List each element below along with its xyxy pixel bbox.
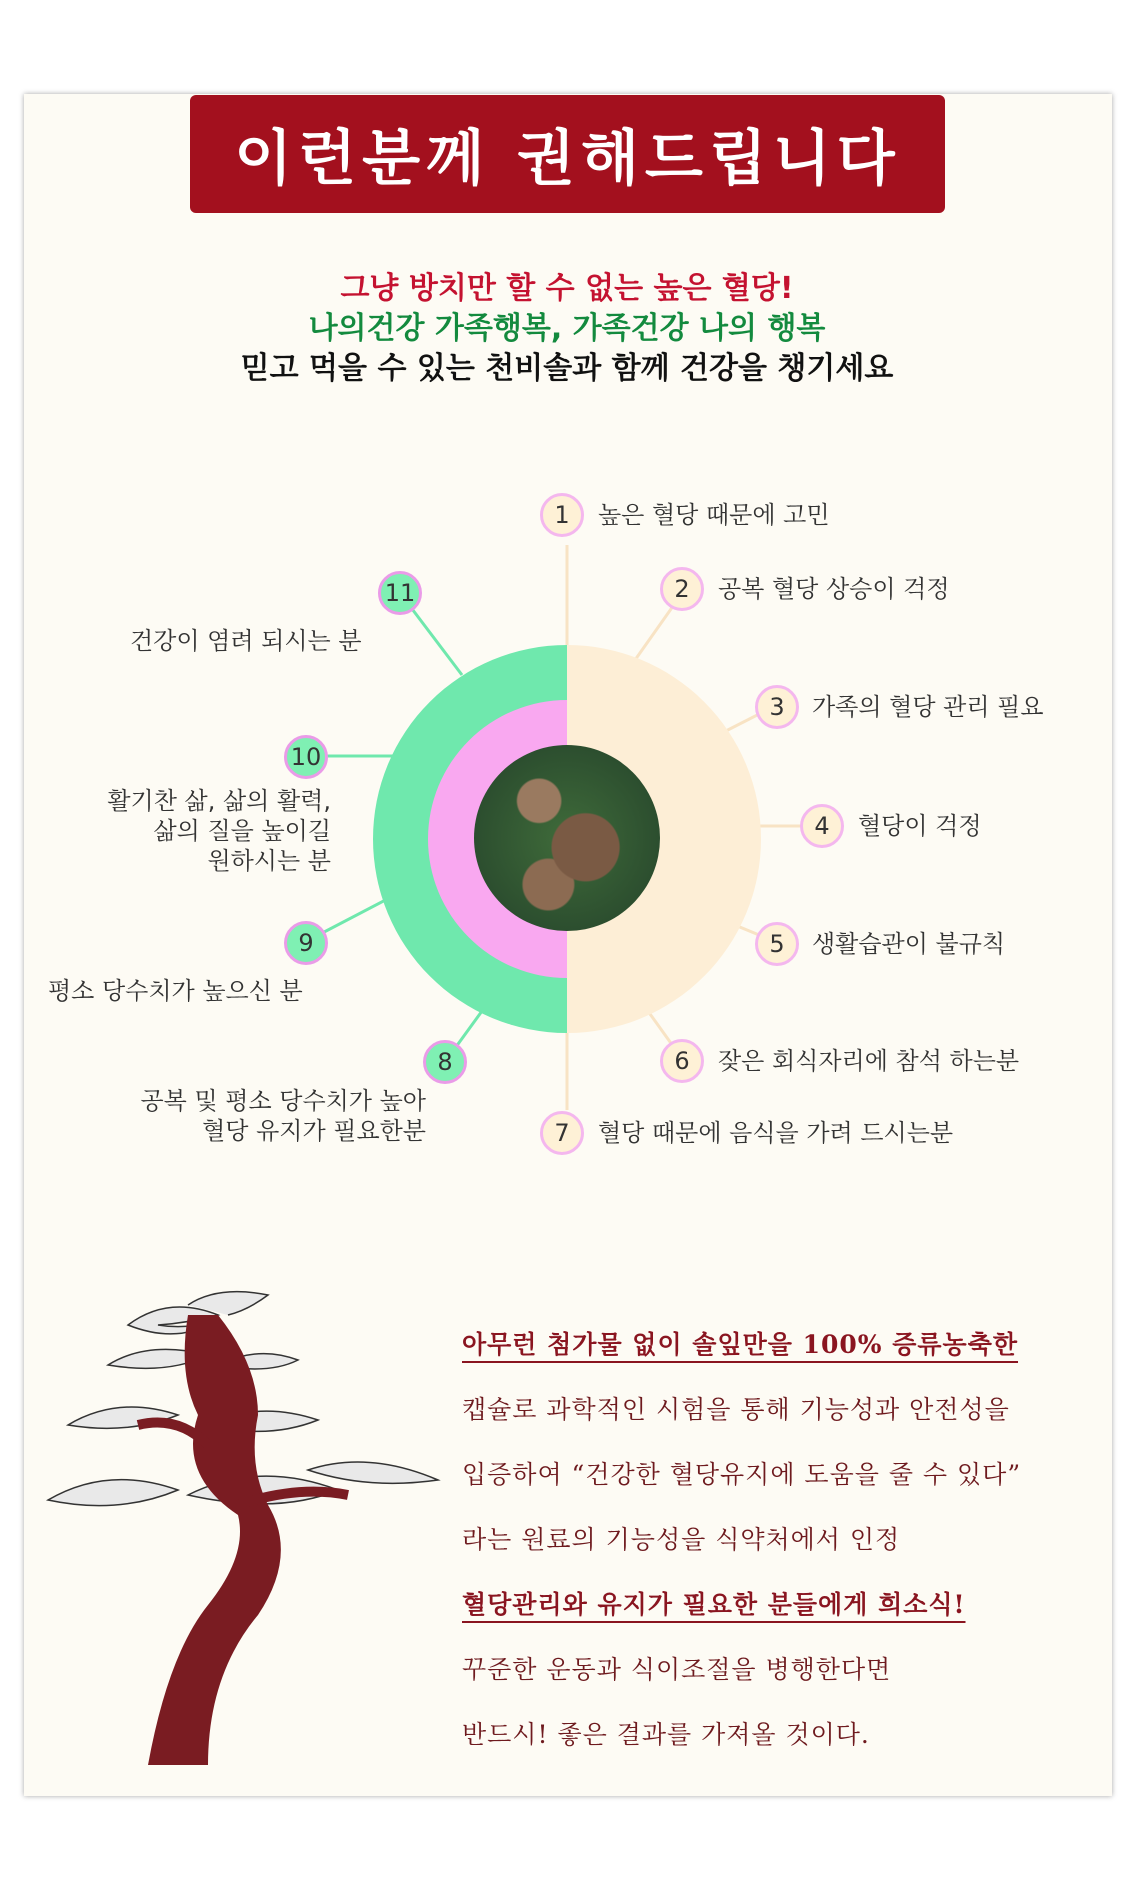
badge-6: 6 bbox=[660, 1039, 704, 1083]
badge-3: 3 bbox=[755, 685, 799, 729]
label-10 bbox=[107, 786, 331, 876]
label-10-line1: 활기찬 삶, 삶의 활력, bbox=[107, 787, 331, 815]
info-line-7: 반드시! 좋은 결과를 가져올 것이다. bbox=[462, 1720, 870, 1749]
badge-5: 5 bbox=[755, 922, 799, 966]
subtitle-green: 나의건강 가족행복, 가족건강 나의 행복 bbox=[308, 311, 826, 346]
pine-tree-illustration bbox=[38, 1285, 448, 1765]
label-9: 평소 당수치가 높으신 분 bbox=[48, 977, 303, 1005]
badge-9: 9 bbox=[284, 921, 328, 965]
info-line-1: 아무런 첨가물 없이 솔잎만을 100% 증류농축한 bbox=[462, 1330, 1019, 1359]
label-2: 공복 혈당 상승이 걱정 bbox=[718, 575, 950, 603]
info-line-2: 캡슐로 과학적인 시험을 통해 기능성과 안전성을 bbox=[462, 1395, 1010, 1424]
banner-title: 이런분께 권해드립니다 bbox=[234, 124, 901, 194]
info-line-3: 입증하여 “건강한 혈당유지에 도움을 줄 수 있다” bbox=[462, 1460, 1022, 1489]
label-10-line2: 삶의 질을 높이길 bbox=[153, 817, 331, 845]
label-6: 잦은 회식자리에 참석 하는분 bbox=[718, 1047, 1020, 1075]
label-1: 높은 혈당 때문에 고민 bbox=[598, 501, 830, 529]
badge-4: 4 bbox=[800, 804, 844, 848]
info-line-4: 라는 원료의 기능성을 식약처에서 인정 bbox=[462, 1525, 901, 1554]
label-7: 혈당 때문에 음식을 가려 드시는분 bbox=[598, 1119, 954, 1147]
info-line-6: 꾸준한 운동과 식이조절을 병행한다면 bbox=[462, 1655, 892, 1684]
label-11: 건강이 염려 되시는 분 bbox=[130, 627, 362, 655]
badge-7: 7 bbox=[540, 1111, 584, 1155]
badge-8: 8 bbox=[423, 1040, 467, 1084]
pine-photo bbox=[474, 745, 660, 931]
badge-1: 1 bbox=[540, 493, 584, 537]
label-4: 혈당이 걱정 bbox=[858, 812, 982, 840]
label-8-line2: 혈당 유지가 필요한분 bbox=[202, 1117, 426, 1145]
label-5: 생활습관이 불규칙 bbox=[812, 930, 1006, 958]
label-3: 가족의 혈당 관리 필요 bbox=[812, 693, 1044, 721]
badge-2: 2 bbox=[660, 567, 704, 611]
label-8-line1: 공복 및 평소 당수치가 높아 bbox=[140, 1087, 426, 1115]
label-10-line3: 원하시는 분 bbox=[207, 847, 331, 875]
subtitle-red: 그냥 방치만 할 수 없는 높은 혈당! bbox=[340, 271, 794, 306]
badge-10: 10 bbox=[284, 735, 328, 779]
subtitle-black: 믿고 먹을 수 있는 천비솔과 함께 건강을 챙기세요 bbox=[240, 351, 894, 386]
badge-11: 11 bbox=[378, 571, 422, 615]
info-line-5: 혈당관리와 유지가 필요한 분들에게 희소식! bbox=[462, 1590, 966, 1619]
label-8 bbox=[140, 1086, 426, 1146]
